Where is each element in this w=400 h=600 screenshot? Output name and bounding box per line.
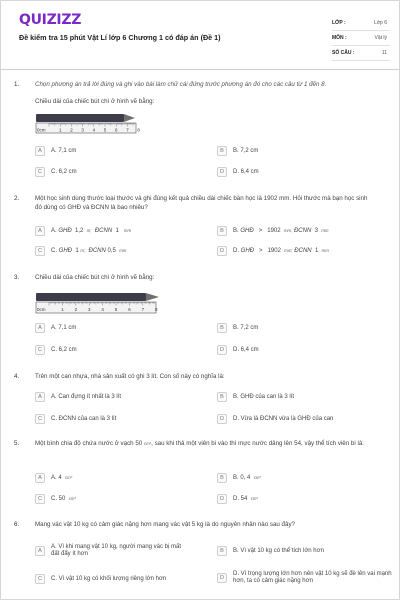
ruler-number-label: 3 [88,307,91,312]
option-b[interactable] [217,225,329,237]
ruler-number-label: 2 [74,307,78,312]
question-text: Chiều dài của chiếc bút chì ở hình vẽ bằng: [35,274,155,281]
ruler-number-label: 7 [141,307,145,312]
option-label: B. Vì vật 10 kg có thể tích lớn hơn [233,548,324,554]
option-c[interactable] [35,571,166,587]
option-letter: D [217,494,227,504]
option-label: B. 7,2 cm [233,325,259,331]
option-letter: D [217,345,227,355]
option-letter: D [217,414,227,424]
option-letter: B [217,323,227,333]
option-label: D. Vì trọng lượng lớn hơn nên vật 10 kg sẽ đè lên vai mạnh hơn, ta có cảm giác nặng hơn [233,570,392,584]
option-a[interactable] [35,322,76,334]
question-text: Một học sinh dùng thước loại thước và ghi đúng kết quả chiều dài chiếc bàn học là 1902 mm. Hỏi thước mà bạn học sinh đó dùng có GHĐ và ĐCNN là bao nhiêu? [35,195,368,211]
meta-value: Lớp 6 [373,20,387,26]
option-a[interactable] [35,225,131,237]
option-letter: C [35,574,45,584]
ruler-pencil-figure [35,291,165,315]
option-c[interactable] [35,413,116,425]
option-c[interactable] [35,166,77,178]
option-label: C. 50 cm³ [51,496,76,502]
option-letter: D [217,573,227,583]
option-label: A. 4 cm³ [51,475,73,481]
option-b[interactable] [217,543,324,559]
header-divider [1,69,399,70]
pencil [36,114,124,122]
option-letter: A [35,473,45,483]
option-d[interactable] [217,493,258,505]
ruler-number-label: 8 [137,127,140,133]
option-b[interactable] [217,145,258,157]
meta-info [332,16,390,61]
meta-row-subject [332,31,390,46]
option-letter: B [217,392,227,402]
pencil-tip [146,293,159,301]
meta-value: Vật lý [374,35,387,41]
ruler-number-label: 8 [155,307,158,312]
question-text: Mang vác vật 10 kg có cảm giác nặng hơn mang vác vật 5 kg là do nguyên nhân nào sau đây? [35,521,295,528]
header [1,1,399,63]
option-a[interactable] [35,145,76,157]
option-letter: A [35,546,45,556]
ruler-number-label: 6 [128,307,131,312]
option-b[interactable] [217,391,294,403]
option-label: A. 7,1 cm [51,325,77,331]
option-letter: A [35,392,45,402]
option-d[interactable] [217,166,259,178]
option-label: A. Can đựng ít nhất là 3 lít [51,394,122,400]
option-label: C. ĐCNN của can là 3 lít [51,416,117,422]
option-letter: B [217,146,227,156]
option-letter: B [217,546,227,556]
ruler-number-label: 5 [114,307,118,312]
meta-key: SỐ CÂU : [332,50,355,56]
question-number: 5. [14,440,20,447]
option-b[interactable] [217,322,258,334]
ruler-unit-label: 0cm [37,307,46,312]
option-letter: C [35,246,45,256]
pencil-tip [124,114,135,122]
question-number: 1. [14,81,20,88]
option-label: A. GHĐ 1,2 m; ĐCNN 1 mm [51,228,132,234]
ruler-number-label: 5 [103,127,107,133]
meta-value: 11 [381,50,387,56]
option-c[interactable] [35,344,77,356]
option-d[interactable] [217,344,259,356]
option-c[interactable] [35,493,76,505]
option-label: B. 0, 4 cm³ [233,475,261,481]
option-a[interactable] [35,472,72,484]
question-text: Một bình chia độ chứa nước ở vạch 50 cm³, sau khi thả một viên bi vào thì mực nước dâng lên 54, vậy thể tích viên bi là: [35,440,364,447]
option-label: D. Vừa là ĐCNN vừa là GHĐ của can [233,416,334,422]
option-label: B. GHĐ của can là 3 lít [233,394,295,400]
option-label: C. 6,2 cm [51,347,77,353]
option-letter: D [217,167,227,177]
option-letter: A [35,226,45,236]
option-a[interactable] [35,543,191,559]
option-label: C. GHĐ 1 m; ĐCNN 0,5 mm [51,248,127,254]
meta-key: LỚP : [332,20,346,26]
option-label: B. 7,2 cm [233,148,259,154]
ruler-number-label: 4 [92,127,96,133]
option-label: D. 6,4 cm [233,347,259,353]
ruler-number-label: 7 [126,127,129,133]
ruler-number-label: 4 [101,307,104,312]
meta-row-class [332,16,390,31]
option-c[interactable] [35,245,126,257]
ruler-pencil-figure [35,113,140,135]
page-title: Đề kiểm tra 15 phút Vật Lí lớp 6 Chương 1 có đáp án (Đề 1) [19,33,221,42]
ruler-number-label: 6 [115,127,118,133]
option-letter: C [35,345,45,355]
ruler-number-label: 1 [61,307,64,312]
option-letter: B [217,473,227,483]
option-label: A. 7,1 cm [51,148,77,154]
option-letter: A [35,323,45,333]
question-number: 6. [14,521,20,528]
question-text: Chiều dài của chiếc bút chì ở hình vẽ bằng: [35,98,155,105]
option-a[interactable] [35,391,121,403]
option-label: D. GHĐ > 1902 mm; ĐCNN 1 mm [233,248,329,254]
ruler-number-label: 3 [81,127,84,133]
option-letter: D [217,246,227,256]
pencil [36,293,146,301]
ruler-number-label: 2 [70,127,73,133]
quizizz-logo[interactable]: QUIZIZZ [19,12,82,28]
option-letter: C [35,167,45,177]
question-number: 4. [14,373,20,380]
option-letter: C [35,414,45,424]
option-letter: A [35,146,45,156]
option-label: C. 6,2 cm [51,169,77,175]
option-b[interactable] [217,472,261,484]
meta-key: MÔN : [332,35,347,41]
question-number: 3. [14,274,20,281]
option-label: D. 6,4 cm [233,169,259,175]
meta-row-count [332,46,390,61]
option-letter: B [217,226,227,236]
option-d[interactable] [217,413,333,425]
option-label: A. Vì khi mang vật 10 kg, người mang vác bị mất đất đẩy ít hơn [51,543,182,557]
question-instruction: Chọn phương án trả lời đúng và ghi vào bài làm chữ cái đứng trước phương án đó cho các câu từ 1 đến 8. [35,81,327,88]
ruler-number-label: 1 [59,127,62,133]
question-number: 2. [14,195,20,202]
option-d[interactable] [217,569,393,587]
question-text: Trên một can nhựa, nhà sản xuất có ghi 3 lít. Con số này có nghĩa là: [35,373,225,380]
option-letter: C [35,494,45,504]
option-label: C. Vì vật 10 kg có khối lượng riêng lớn hơn [51,576,167,582]
option-d[interactable] [217,245,329,257]
ruler-unit-label: 0cm [37,127,46,133]
option-label: D. 54 cm³ [233,496,258,502]
option-label: B. GHĐ > 1902 mm; ĐCNN 3 mm [233,228,329,234]
